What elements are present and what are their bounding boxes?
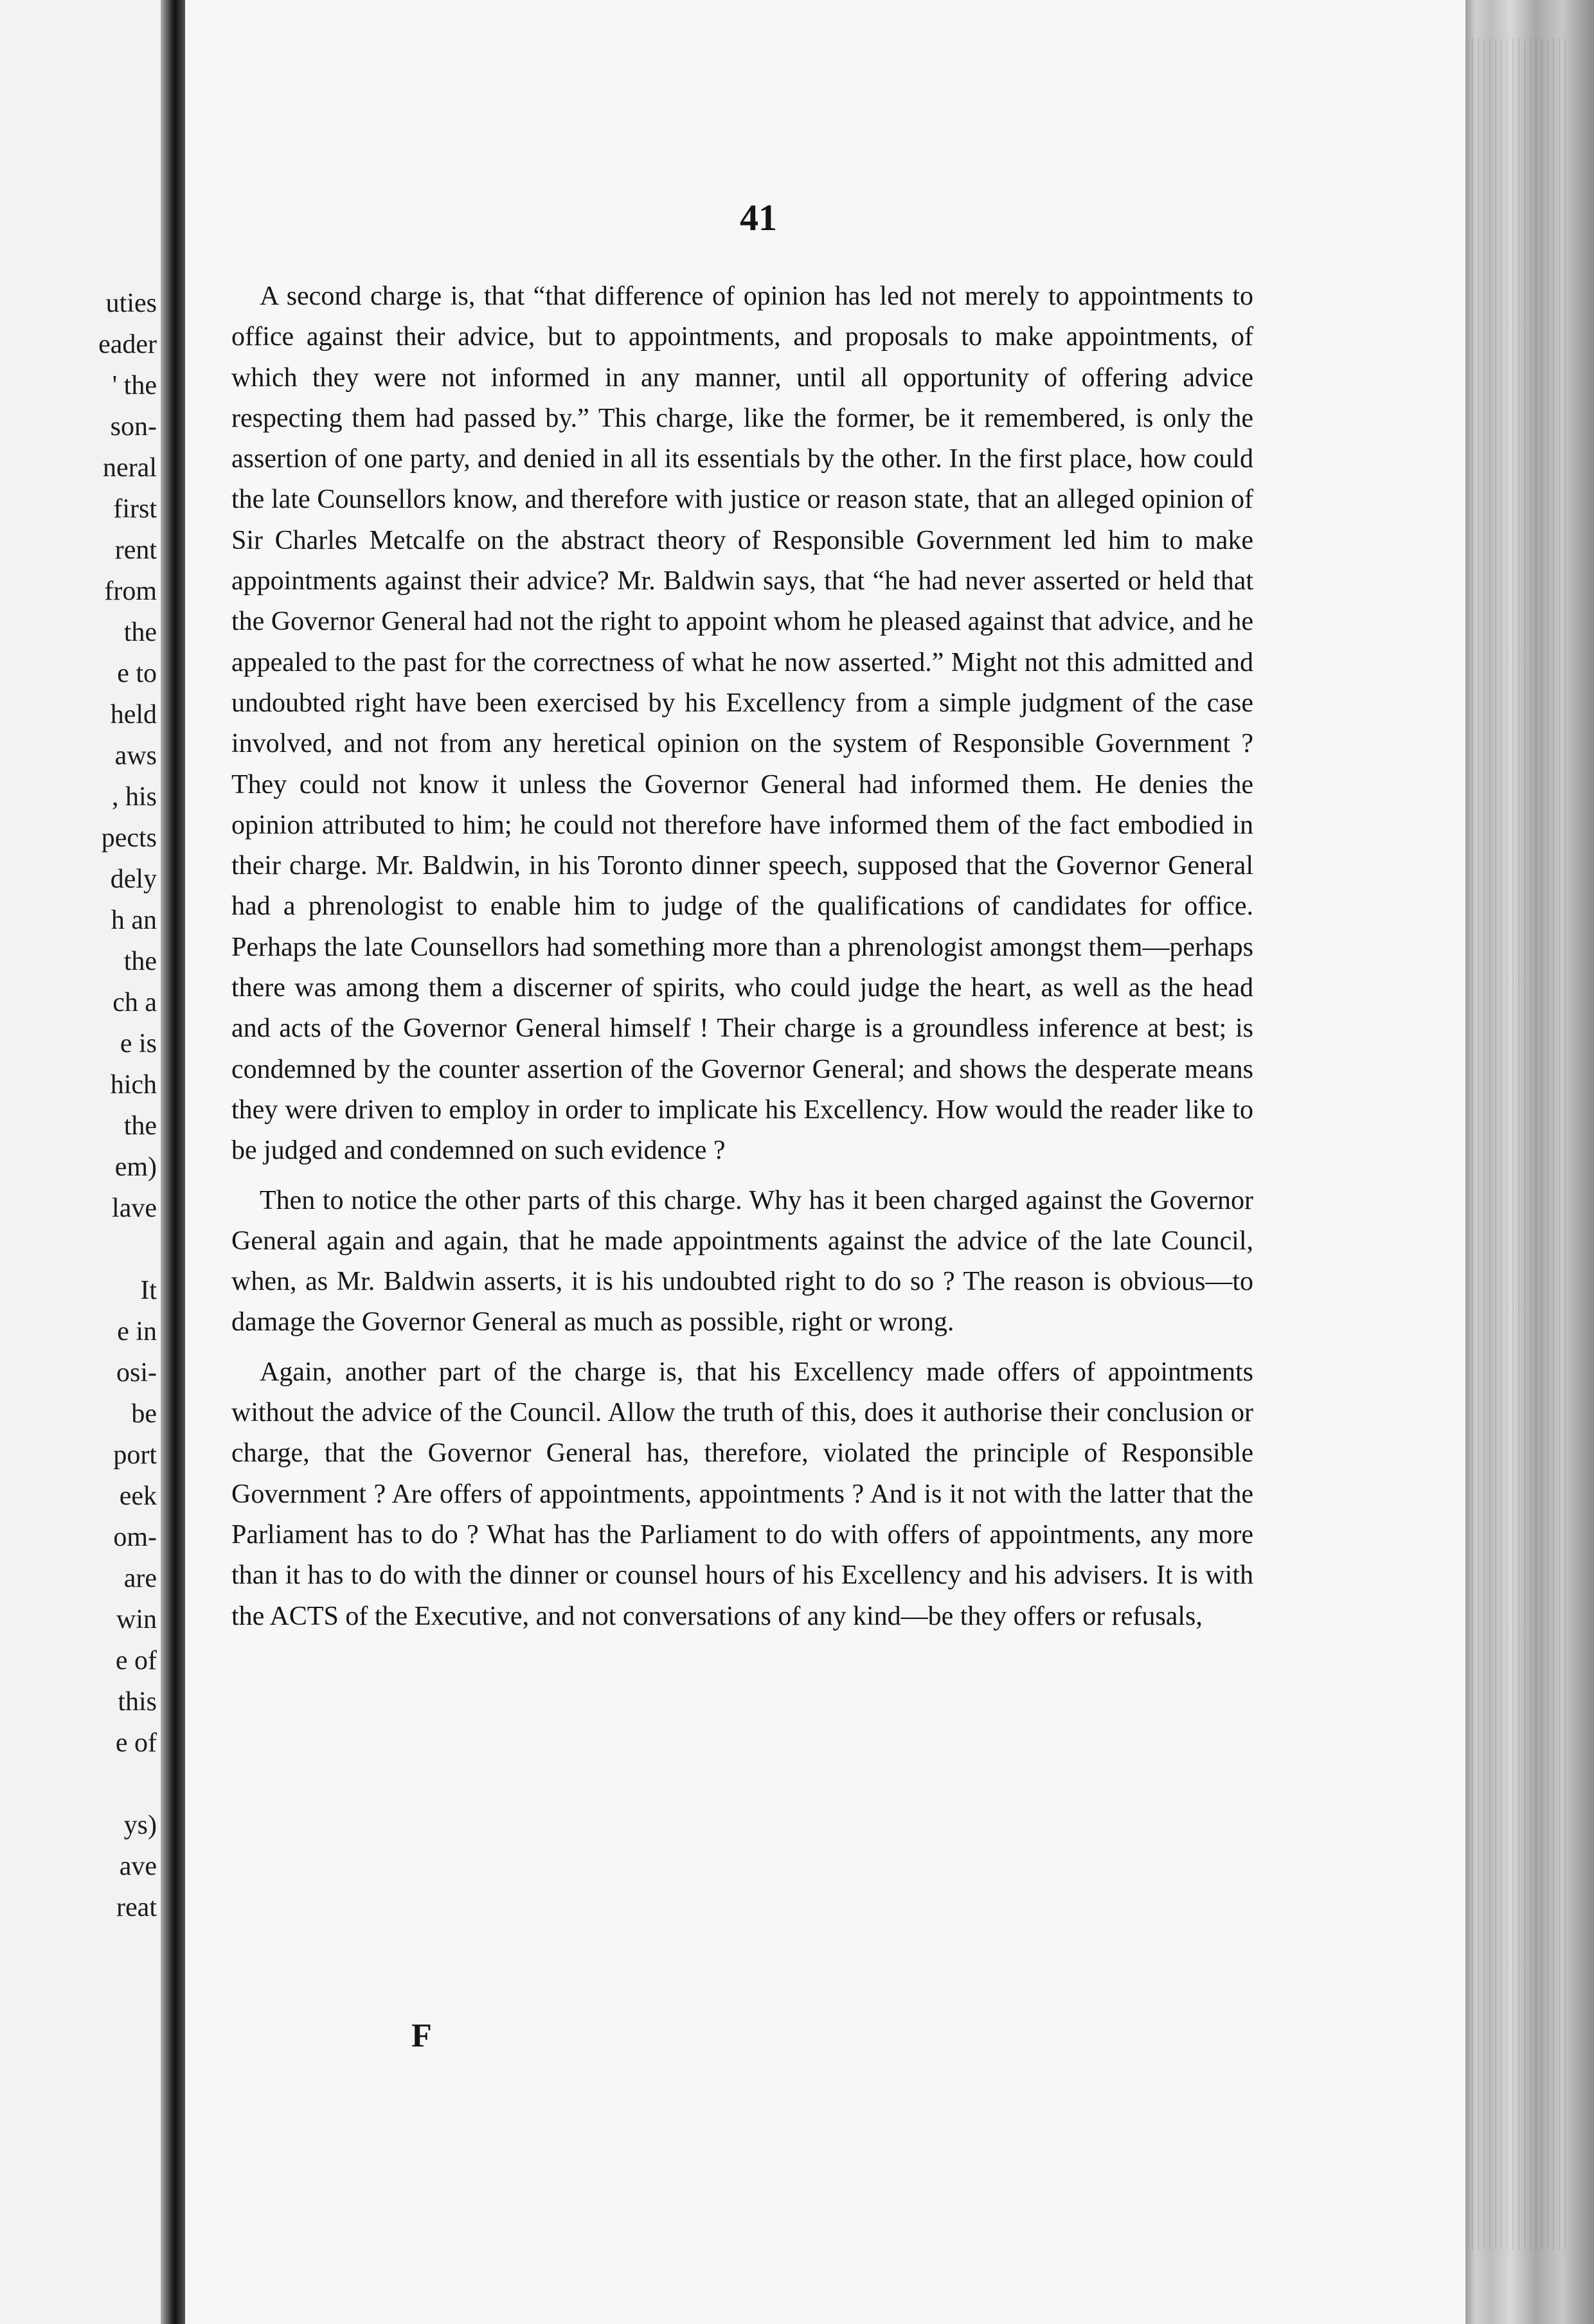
facing-page-line <box>0 1229 161 1270</box>
book-gutter <box>161 0 185 2324</box>
facing-page-line: ' the <box>112 371 157 400</box>
facing-page-line: rent <box>114 535 157 565</box>
facing-page-line: ave <box>119 1852 157 1881</box>
facing-page-line: , his <box>111 782 157 812</box>
facing-page-line: e to <box>117 659 157 688</box>
facing-page-line: son- <box>110 412 157 442</box>
page-block-lines <box>1472 39 1568 2249</box>
facing-page-line: ch a <box>112 988 157 1017</box>
facing-page-line: held <box>110 700 157 729</box>
signature-mark: F <box>411 2017 432 2054</box>
facing-page-line: port <box>113 1440 157 1470</box>
facing-page-line: are <box>123 1564 157 1593</box>
paragraph-second-charge: A second charge is, that “that difference of opinion has led not merely to appointments to office against their advice, but to appointments, and proposals to make appointments, of which they were not informed in any manner, until all opportunity of offering advice respecting them had passed by.” This charge, like the former, be it remembered, is only the assertion of one party, and denied in all its essentials by the other. In the first place, how could the late Counsellors know, and therefore with justice or reason state, that an alleged opinion of Sir Charles Metcalfe on the abstract theory of Responsible Government led him to make appointments against their advice? Mr. Baldwin says, that “he had never asserted or held that the Governor General had not the right to appoint whom he pleased against that advice, and he appealed to the past for the correctness of what he now asserted.” Might not this admitted and undoubted right have been exercised by his Excellency from a simple judgment of the case involved, and not from any heretical opinion on the system of Responsible Government ? They could not know it unless the Governor General had informed them. He denies the opinion attributed to him; he could not therefore have informed them of the fact embodied in their charge. Mr. Baldwin, in his Toronto dinner speech, supposed that the Governor General had a phrenologist to enable him to judge of the qualifications of candidates for office. Perhaps the late Counsellors had something more than a phrenologist amongst them—perhaps there was among them a discerner of spirits, who could judge the heart, as well as the head and acts of the Governor General himself ! Their charge is a groundless inference at best; is condemned by the counter assertion of the Governor General; and shows the desperate means they were driven to employ in order to implicate his Excellency. How would the reader like to be judged and condemned on such evidence ? <box>231 282 1253 1166</box>
facing-page-line: neral <box>103 453 157 483</box>
facing-page-line: this <box>118 1687 157 1717</box>
facing-page-line <box>0 1764 161 1805</box>
facing-page-line: e of <box>115 1646 157 1676</box>
body-text <box>231 276 1253 1646</box>
facing-page-line: be <box>131 1399 157 1429</box>
page-number: 41 <box>740 197 777 238</box>
facing-page-line: It <box>140 1276 157 1305</box>
facing-page-line: e in <box>117 1317 157 1346</box>
facing-page-line: pects <box>101 823 157 853</box>
facing-page-line: hich <box>110 1070 157 1100</box>
paragraph-other-parts: Then to notice the other parts of this charge. Why has it been charged against the Governor General again and again, that he made appointments against the advice of the late Council, when, as Mr. Baldwin asserts, it is his undoubted right to do so ? The reason is obvious—to damage the Governor General as much as possible, right or wrong. <box>231 1185 1253 1337</box>
facing-page-line: ys) <box>123 1810 157 1840</box>
facing-page-line: h an <box>111 906 157 935</box>
facing-page-line: the <box>123 1111 157 1141</box>
facing-page-line: uties <box>105 289 157 318</box>
facing-page-line: win <box>116 1605 157 1634</box>
facing-page-line: dely <box>110 864 157 894</box>
facing-page-line: from <box>104 577 157 606</box>
facing-page-line: aws <box>114 741 157 771</box>
facing-page-line: e of <box>115 1728 157 1758</box>
facing-page-line: e is <box>120 1029 157 1059</box>
paragraph-offers-of-appointments: Again, another part of the charge is, that his Excellency made offers of appointments without the advice of the Council. Allow the truth of this, does it authorise their conclusion or charge, that the Governor General has, therefore, violated the principle of Responsible Government ? Are offers of appointments, appointments ? And is it not with the latter that the Parliament has to do ? What has the Parliament to do with offers of appointments, any more than it has to do with the dinner or counsel hours of his Excellency and his advisers. It is with the ACTS of the Executive, and not conversations of any kind—be they offers or refusals, <box>231 1357 1253 1631</box>
facing-page-line: eek <box>119 1481 157 1511</box>
facing-page-line: osi- <box>116 1358 157 1388</box>
facing-page-line: em) <box>114 1152 157 1182</box>
facing-page-line: reat <box>116 1893 157 1922</box>
facing-page-line: the <box>123 947 157 976</box>
facing-page-line: lave <box>112 1193 157 1223</box>
facing-page-line-list <box>0 283 161 1928</box>
facing-page-line: the <box>123 618 157 647</box>
facing-page-fragment <box>0 0 166 2324</box>
facing-page-line: eader <box>98 330 157 359</box>
facing-page-line: om- <box>113 1523 157 1552</box>
facing-page-line: first <box>113 494 157 524</box>
